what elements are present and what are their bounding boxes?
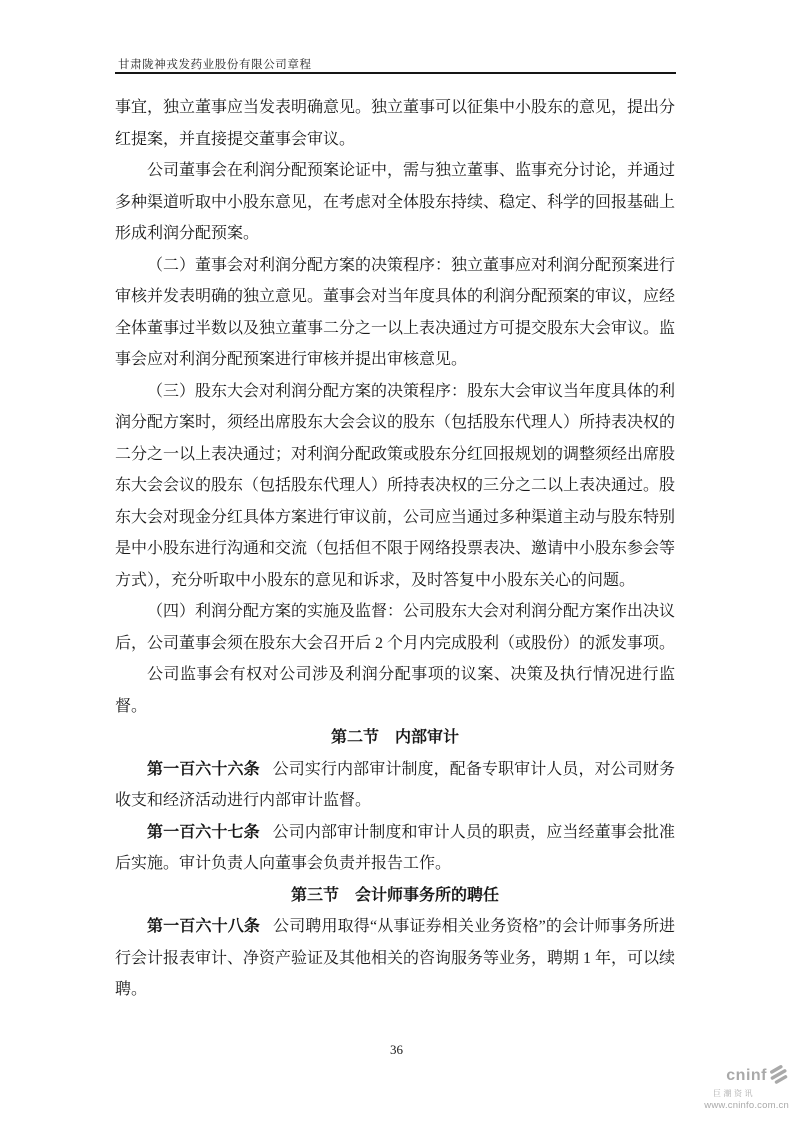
article-number: 第一百六十六条 [147, 760, 260, 778]
paragraph: 公司监事会有权对公司涉及利润分配事项的议案、决策及执行情况进行监督。 [115, 666, 675, 715]
paragraph: （四）利润分配方案的实施及监督：公司股东大会对利润分配方案作出决议后，公司董事会须在股东大会召开后 2 个月内完成股利（或股份）的派发事项。 [115, 603, 676, 652]
article-168 [115, 911, 675, 1006]
paragraph: （三）股东大会对利润分配方案的决策程序：股东大会审议当年度具体的利润分配方案时，须经出席股东大会会议的股东（包括股东代理人）所持表决权的二分之一以上表决通过；对利润分配政策或股东分红回报规划的调整须经出席股东大会会议的股东（包括股东代理人）所持表决权的三分之二以上表决通过。股东大会对现金分红具体方案进行审议前，公司应当通过多种渠道主动与股东特别是中小股东进行沟通和交流（包括但不限于网络投票表决、邀请中小股东参会等方式），充分听取中小股东的意见和诉求，及时答复中小股东关心的问题。 [115, 382, 676, 589]
article-166 [115, 754, 675, 817]
article-number: 第一百六十七条 [147, 823, 260, 841]
cninfo-brand-text: cninf [726, 1067, 767, 1084]
article-167 [115, 817, 675, 880]
cninfo-logo-row [703, 1064, 789, 1089]
cninfo-chinese-name: 巨潮资讯 [713, 1088, 755, 1098]
document-body [115, 92, 675, 1006]
cninfo-logo [703, 1064, 789, 1111]
header-rule [115, 72, 676, 74]
cninfo-globe-icon [768, 1064, 789, 1089]
article-number: 第一百六十八条 [147, 918, 261, 935]
cninfo-url: www.cninfo.com.cn [704, 1099, 789, 1111]
paragraph-continuation: 事宜，独立董事应当发表明确意见。独立董事可以征集中小股东的意见，提出分红提案，并直接提交董事会审议。 [115, 99, 676, 148]
section-heading-internal-audit: 第二节 内部审计 [330, 729, 459, 746]
page-number: 36 [390, 1042, 403, 1057]
article-text: 公司内部审计制度和审计人员的职责，应当经董事会批准后实施。审计负责人向董事会负责并报告工作。 [115, 823, 675, 872]
header-title: 甘肃陇神戎发药业股份有限公司章程 [118, 59, 312, 71]
paragraph: （二）董事会对利润分配方案的决策程序：独立董事应对利润分配预案进行审核并发表明确的独立意见。董事会对当年度具体的利润分配预案的审议，应经全体董事过半数以及独立董事二分之一以上表决通过方可提交股东大会审议。监事会应对利润分配预案进行审核并提出审核意见。 [115, 256, 676, 368]
paragraph: 公司董事会在利润分配预案论证中，需与独立董事、监事充分讨论，并通过多种渠道听取中小股东意见，在考虑对全体股东持续、稳定、科学的回报基础上形成利润分配预案。 [115, 162, 676, 242]
section-heading-accounting-firm: 第三节 会计师事务所的聘任 [290, 886, 499, 904]
article-text: 公司聘用取得“从事证券相关业务资格”的会计师事务所进行会计报表审计、净资产验证及其他相关的咨询服务等业务，聘期 1 年，可以续聘。 [115, 918, 676, 998]
article-text: 公司实行内部审计制度，配备专职审计人员，对公司财务收支和经济活动进行内部审计监督。 [115, 760, 675, 809]
